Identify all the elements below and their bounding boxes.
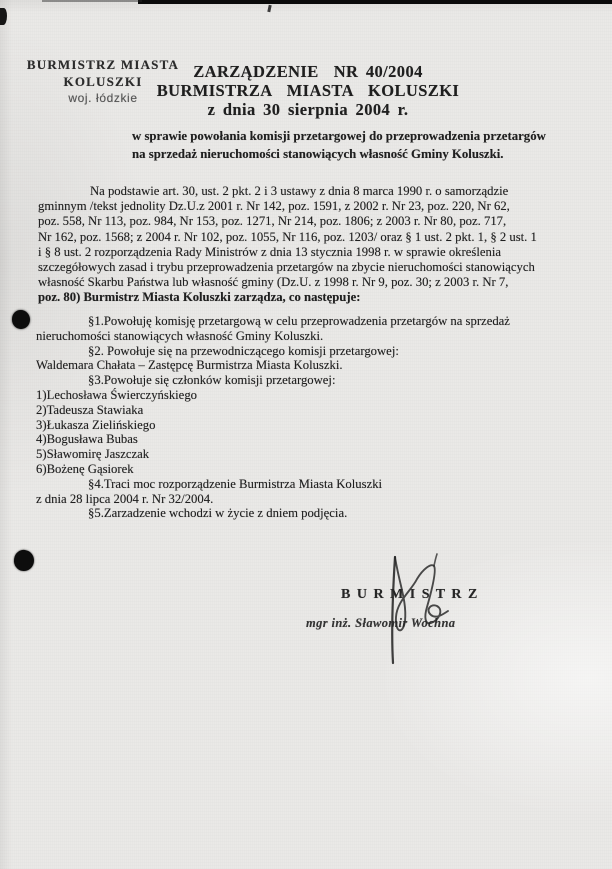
document-title <box>2 62 612 119</box>
hole-punch-mark <box>12 310 30 329</box>
text-line: 2)Tadeusza Stawiaka <box>36 402 144 417</box>
text-line: Waldemara Chałata – Zastępcę Burmistrza Miasta Koluszki. <box>36 358 343 373</box>
hole-punch-mark <box>13 549 36 573</box>
provisions-paragraphs <box>36 314 510 521</box>
subject-line: w sprawie powołania komisji przetargowej do przeprowadzenia przetargów <box>132 129 546 143</box>
scan-speck-artifact <box>267 5 271 12</box>
title-line: ZARZĄDZENIE NR 40/2004 <box>193 62 423 81</box>
legal-basis-paragraph <box>38 184 537 306</box>
letterhead-region: woj. łódzkie <box>68 91 138 105</box>
scan-edge-artifact <box>138 0 612 4</box>
letterhead-org-line: BURMISTRZ MIASTA <box>26 57 180 72</box>
text-line: Nr 162, poz. 1568; z 2004 r. Nr 102, poz. 1055, Nr 116, poz. 1203/ oraz § 1 ust. 2 pkt. 1, § 2 ust. 1 <box>38 229 537 244</box>
subject-line: na sprzedaż nieruchomości stanowiących własność Gminy Koluszki. <box>132 146 504 161</box>
text-line: poz. 558, Nr 113, poz. 984, Nr 153, poz. 1271, Nr 214, poz. 1806; z 2003 r. Nr 80, poz. 717, <box>38 214 507 229</box>
scan-blob-artifact <box>0 8 7 25</box>
letterhead-org-line: KOLUSZKI <box>63 74 143 89</box>
signature-role: B U R M I S T R Z <box>341 587 479 602</box>
text-line: 1)Lechosława Świerczyńskiego <box>36 387 198 402</box>
text-line: 4)Bogusława Bubas <box>36 432 138 447</box>
text-line: §1.Powołuję komisję przetargową w celu przeprowadzenia przetargów na sprzedaż <box>88 314 510 328</box>
text-line: Na podstawie art. 30, ust. 2 pkt. 2 i 3 ustawy z dnia 8 marca 1990 r. o samorządzie <box>90 184 509 198</box>
title-date-line: z dnia 30 sierpnia 2004 r. <box>207 100 409 119</box>
text-line: §2. Powołuje się na przewodniczącego komisji przetargowej: <box>88 343 399 358</box>
text-line: i § 8 ust. 2 rozporządzenia Rady Ministrów z dnia 13 stycznia 1998 r. w sprawie określenia <box>38 244 501 259</box>
scan-edge-artifact-faint <box>42 0 142 2</box>
text-line: §3.Powołuje się członków komisji przetargowej: <box>88 373 336 388</box>
text-line: z dnia 28 lipca 2004 r. Nr 32/2004. <box>36 491 214 506</box>
text-line: §5.Zarzadzenie wchodzi w życie z dniem podjęcia. <box>88 506 348 521</box>
document-subject <box>132 128 546 163</box>
title-line: BURMISTRZA MIASTA KOLUSZKI <box>156 81 460 100</box>
text-line: własność Skarbu Państwa lub własność gminy (Dz.U. z 1998 r. Nr 9, poz. 30; z 2003 r. Nr 7, <box>38 275 509 290</box>
text-line: gminnym /tekst jednolity Dz.U.z 2001 r. Nr 142, poz. 1591, z 2002 r. Nr 23, poz. 220, Nr 62, <box>38 199 510 214</box>
signature-name: mgr inż. Sławomir Wochna <box>306 616 456 630</box>
text-line: 5)Sławomirę Jaszczak <box>36 447 150 462</box>
text-line: nieruchomości stanowiących własność Gminy Koluszki. <box>36 328 324 343</box>
handwritten-signature <box>381 549 451 669</box>
text-line: szczegółowych zasad i trybu przeprowadzenia przetargów na zbycie nieruchomości stanowiących <box>38 260 535 275</box>
text-line: §4.Traci moc rozporządzenie Burmistrza Miasta Koluszki <box>88 476 383 491</box>
text-line: poz. 80) Burmistrz Miasta Koluszki zarządza, co następuje: <box>38 290 361 305</box>
text-line: 3)Łukasza Zielińskiego <box>36 417 156 432</box>
text-line: 6)Bożenę Gąsiorek <box>36 461 134 476</box>
